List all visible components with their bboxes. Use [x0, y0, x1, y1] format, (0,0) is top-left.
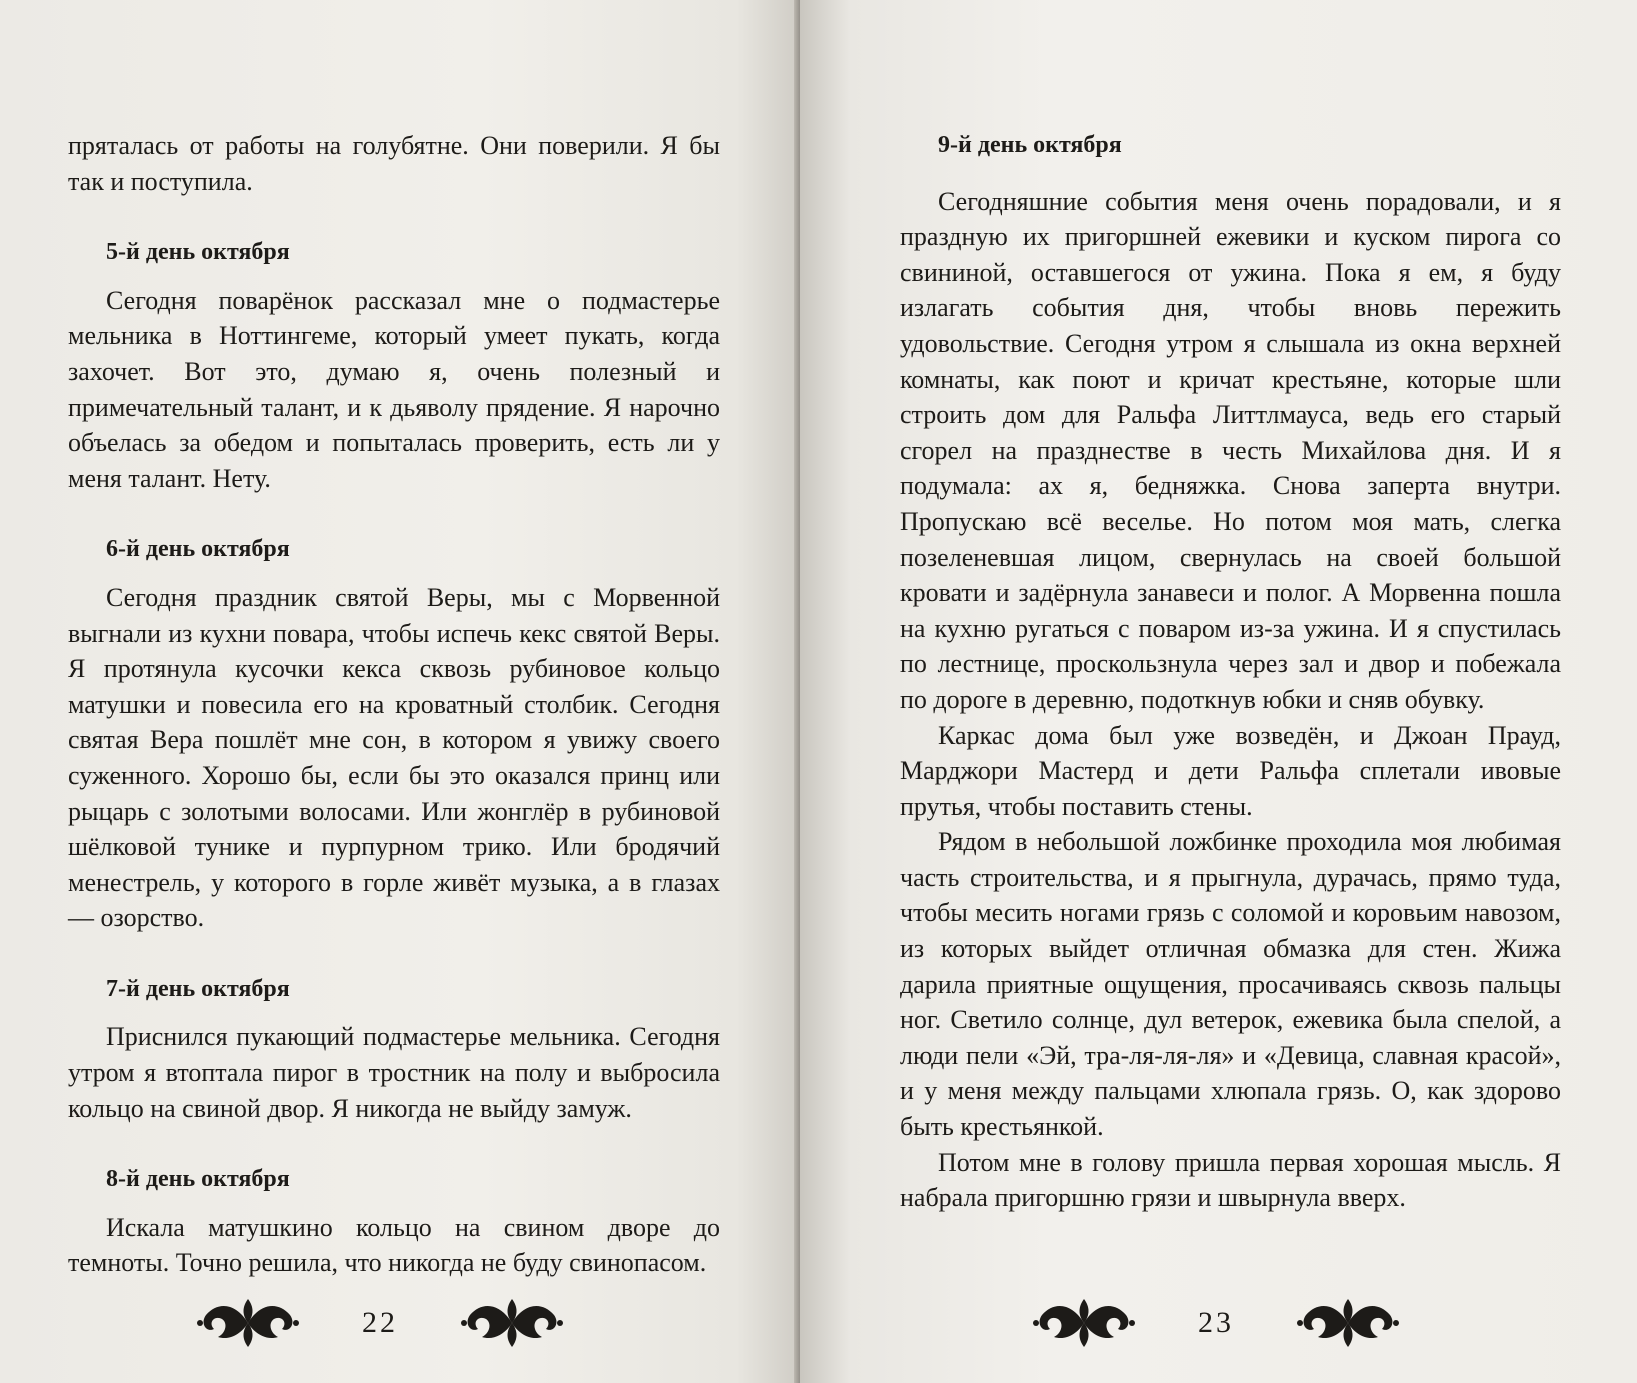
entry-paragraph-oct7: Приснился пукающий подмастерье мельника. Сегодня утром я втоптала пирог в тростник на полу и выбросила кольцо на свиной двор. Я никогда не выйду замуж.	[68, 1022, 720, 1123]
right-page	[800, 0, 1637, 1383]
right-page-text	[900, 128, 1561, 1216]
fleuron-ornament-icon	[1296, 1293, 1400, 1353]
left-page-footer	[196, 1288, 564, 1358]
entry-heading-oct7: 7-й день октября	[106, 975, 290, 1002]
continuation-paragraph: пряталась от работы на голубятне. Они поверили. Я бы так и поступила.	[68, 131, 720, 196]
entry-paragraph-oct9-4: Потом мне в голову пришла первая хорошая мысль. Я набрала пригоршню грязи и швырнула вверх.	[900, 1147, 1561, 1213]
entry-paragraph-oct6: Сегодня праздник святой Веры, мы с Морвенной выгнали из кухни повара, чтобы испечь кекс святой Веры. Я протянула кусочки кекса сквозь рубиновое кольцо матушки и повесила его на кроватный столбик. Сегодня святая Вера пошлёт мне сон, в котором я увижу своего суженного. Хорошо бы, если бы это оказался принц или рыцарь с золотыми волосами. Или жонглёр в рубиновой шёлковой тунике и пурпурном трико. Или бродячий менестрель, у которого в горле живёт музыка, а в глазах — озорство.	[68, 582, 720, 933]
entry-paragraph-oct8: Искала матушкино кольцо на свином дворе до темноты. Точно решила, что никогда не буду свинопасом.	[68, 1212, 720, 1278]
entry-paragraph-oct9-2: Каркас дома был уже возведён, и Джоан Прауд, Марджори Мастерд и дети Ральфа сплетали ивовые прутья, чтобы поставить стены.	[900, 720, 1561, 821]
entry-heading-oct5: 5-й день октября	[106, 239, 290, 266]
page-number-right: 23	[1198, 1306, 1234, 1339]
page-number-left: 22	[362, 1306, 398, 1339]
fleuron-ornament-icon	[196, 1293, 300, 1353]
entry-heading-oct6: 6-й день октября	[106, 536, 290, 563]
entry-heading-oct8: 8-й день октября	[106, 1166, 290, 1193]
entry-paragraph-oct5: Сегодня поварёнок рассказал мне о подмастерье мельника в Ноттингеме, который умеет пукать, когда захочет. Вот это, думаю я, очень полезный и примечательный талант, и к дьяволу прядение. Я нарочно объелась за обедом и попыталась проверить, есть ли у меня талант. Нету.	[68, 285, 720, 493]
entry-heading-oct9: 9-й день октября	[938, 132, 1122, 158]
fleuron-ornament-icon	[460, 1293, 564, 1353]
left-page	[0, 0, 800, 1383]
fleuron-ornament-icon	[1032, 1293, 1136, 1353]
entry-paragraph-oct9-3: Рядом в небольшой ложбинке проходила моя любимая часть строительства, и я прыгнула, дурачась, прямо туда, чтобы месить ногами грязь с соломой и коровьим навозом, из которых выйдет отличная обмазка для стен. Жижа дарила приятные ощущения, просачиваясь сквозь пальцы ног. Светило солнце, дул ветерок, ежевика была спелой, а люди пели «Эй, тра-ля-ля-ля» и «Девица, славная красой», и у меня между пальцами хлюпала грязь. О, как здорово быть крестьянкой.	[900, 827, 1561, 1142]
entry-paragraph-oct9-1: Сегодняшние события меня очень порадовали, и я праздную их пригоршней ежевики и куском пирога со свининой, оставшегося от ужина. Пока я ем, я буду излагать события дня, чтобы вновь пережить удовольствие. Сегодня утром я слышала из окна верхней комнаты, как поют и кричат крестьяне, которые шли строить дом для Ральфа Литтлмауса, ведь его старый сгорел на празднестве в честь Михайлова дня. И я подумала: ах я, бедняжка. Снова заперта внутри. Пропускаю всё веселье. Но потом моя мать, слегка позеленевшая лицом, свернулась на своей большой кровати и задёрнула занавеси и полог. А Морвенна пошла на кухню ругаться с поваром из-за ужина. И я спустилась по лестнице, проскользнула через зал и двор и побежала по дороге в деревню, подоткнув юбки и сняв обувку.	[900, 186, 1561, 714]
left-page-text	[68, 128, 720, 1281]
right-page-footer	[1032, 1288, 1400, 1358]
